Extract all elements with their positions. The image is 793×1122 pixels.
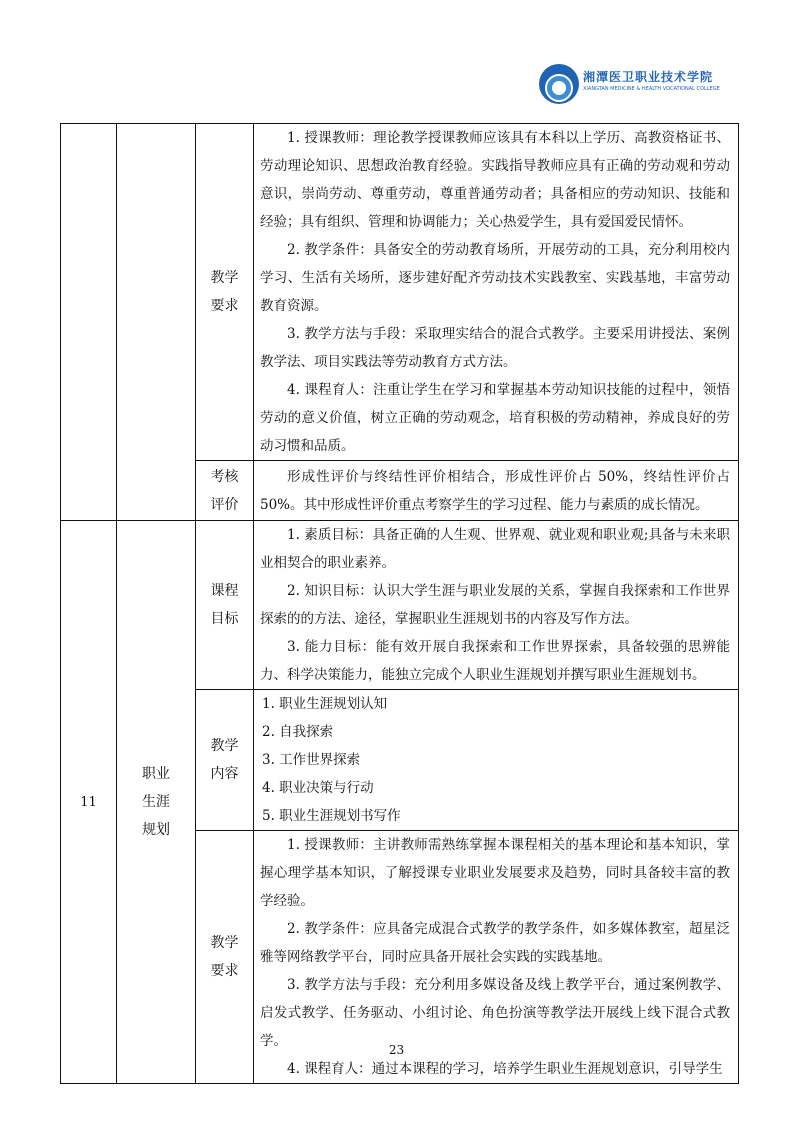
teaching-requirements-content: 1. 授课教师：主讲教师需熟练掌握本课程相关的基本理论和基本知识，掌握心理学基本知识，了解授课专业职业发展要求及趋势，同时具备较丰富的教学经验。 2. 教学条件：应具备完成混合式教学的教学条件，如多媒体教室，超星泛雅等网络教学平台，同时应具备开展社会实践的实践基地。 3. 教学方法与手段：充分利用多媒设备及线上教学平台，通过案例教学、启发式教学、任务驱动、小组讨论、角色扮演等教学法开展线上线下混合式教学。 4. 课程育人：通过本课程的学习，培养学生职业生涯规划意识，引导学生 — [254, 831, 739, 1084]
list-item: 2. 自我探索 — [262, 724, 334, 740]
table-row — [61, 521, 739, 690]
list-item: 3. 工作世界探索 — [262, 752, 361, 768]
college-emblem-icon — [539, 64, 579, 104]
course-number-cell: 11 — [61, 521, 117, 1084]
table-row — [61, 124, 739, 461]
course-goals-label: 课程目标 — [196, 521, 254, 690]
list-item: 4. 职业决策与行动 — [262, 780, 374, 796]
page-number: 23 — [388, 1043, 405, 1057]
course-table — [60, 123, 739, 1084]
course-number-cell — [61, 124, 117, 521]
college-name-english: XIANGTAN MEDICINE & HEALTH VOCATIONAL COLLEGE — [583, 86, 720, 92]
course-name-cell — [117, 124, 196, 521]
course-goals-content: 1. 素质目标：具备正确的人生观、世界观、就业观和职业观;具备与未来职业相契合的职业素养。 2. 知识目标：认识大学生涯与职业发展的关系，掌握自我探索和工作世界探索的的方法、途径，掌握职业生涯规划书的内容及写作方法。 3. 能力目标：能有效开展自我探索和工作世界探索，具备较强的思辨能力、科学决策能力，能独立完成个人职业生涯规划并撰写职业生涯规划书。 — [254, 521, 739, 690]
teaching-content-list — [254, 690, 739, 831]
course-name-cell: 职业生涯规划 — [117, 521, 196, 1084]
assessment-content: 形成性评价与终结性评价相结合，形成性评价占 50%，终结性评价占 50%。其中形成性评价重点考察学生的学习过程、能力与素质的成长情况。 — [254, 461, 739, 521]
list-item: 1. 职业生涯规划认知 — [262, 696, 388, 712]
college-name: 湘潭医卫职业技术学院 — [583, 70, 714, 84]
assessment-label: 考核评价 — [196, 461, 254, 521]
teaching-requirements-label: 教学要求 — [196, 831, 254, 1084]
teaching-content-label: 教学内容 — [196, 690, 254, 831]
teaching-requirements-content: 1. 授课教师：理论教学授课教师应该具有本科以上学历、高教资格证书、劳动理论知识、思想政治教育经验。实践指导教师应具有正确的劳动观和劳动意识，崇尚劳动、尊重劳动，尊重普通劳动者；具备相应的劳动知识、技能和经验；具有组织、管理和协调能力；关心热爱学生，具有爱国爱民情怀。 2. 教学条件：具备安全的劳动教育场所，开展劳动的工具，充分利用校内学习、生活有关场所，逐步建好配齐劳动技术实践教室、实践基地，丰富劳动教育资源。 3. 教学方法与手段：采取理实结合的混合式教学。主要采用讲授法、案例教学法、项目实践法等劳动教育方式方法。 4. 课程育人：注重让学生在学习和掌握基本劳动知识技能的过程中，领悟劳动的意义价值，树立正确的劳动观念，培育积极的劳动精神，养成良好的劳动习惯和品质。 — [254, 124, 739, 461]
college-logo — [539, 60, 720, 110]
teaching-requirements-label: 教学要求 — [196, 124, 254, 461]
list-item: 5. 职业生涯规划书写作 — [262, 808, 401, 824]
